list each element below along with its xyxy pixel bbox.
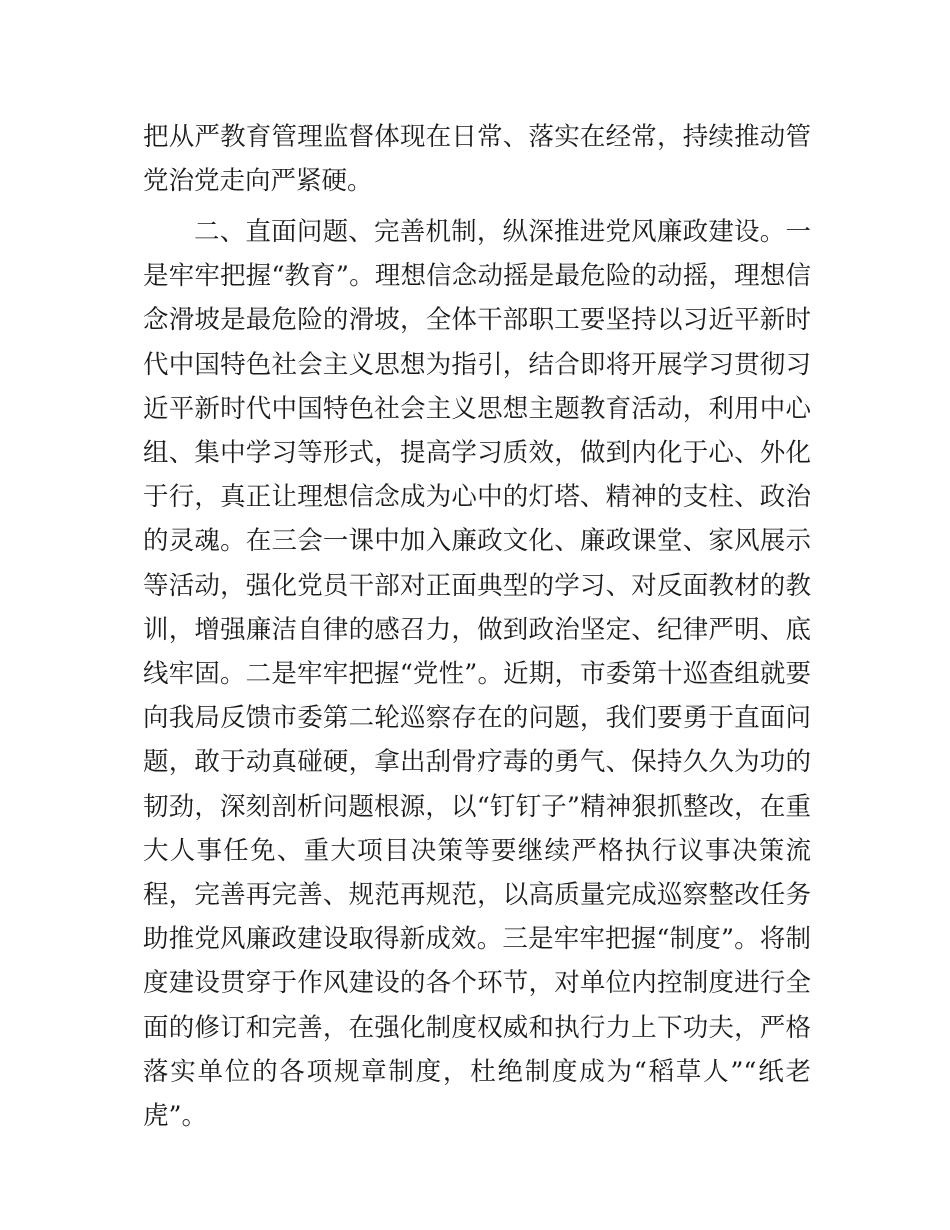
paragraph-section-two: 二、直面问题、完善机制，纵深推进党风廉政建设。一是牢牢把握“教育”。理想信念动摇是最危险的动摇，理想信念滑坡是最危险的滑坡，全体干部职工要坚持以习近平新时代中国特色社会主义思想为指引，结合即将开展学习贯彻习近平新时代中国特色社会主义思想主题教育活动，利用中心组、集中学习等形式，提高学习质效，做到内化于心、外化于行，真正让理想信念成为心中的灯塔、精神的支柱、政治的灵魂。在三会一课中加入廉政文化、廉政课堂、家风展示等活动，强化党员干部对正面典型的学习、对反面教材的教训，增强廉洁自律的感召力，做到政治坚定、纪律严明、底线牢固。二是牢牢把握“党性”。近期，市委第十巡查组就要向我局反馈市委第二轮巡察存在的问题，我们要勇于直面问题，敢于动真碰硬，拿出刮骨疗毒的勇气、保持久久为功的韧劲，深刻剖析问题根源，以“钉钉子”精神狠抓整改，在重大人事任免、重大项目决策等要继续严格执行议事决策流程，完善再完善、规范再规范，以高质量完成巡察整改任务助推党风廉政建设取得新成效。三是牢牢把握“制度”。将制度建设贯穿于作风建设的各个环节，对单位内控制度进行全面的修订和完善，在强化制度权威和执行力上下功夫，严格落实单位的各项规章制度，杜绝制度成为“稻草人”“纸老虎”。 — [143, 217, 811, 1132]
paragraph-continuation: 把从严教育管理监督体现在日常、落实在经常，持续推动管党治党走向严紧硬。 — [143, 122, 811, 197]
